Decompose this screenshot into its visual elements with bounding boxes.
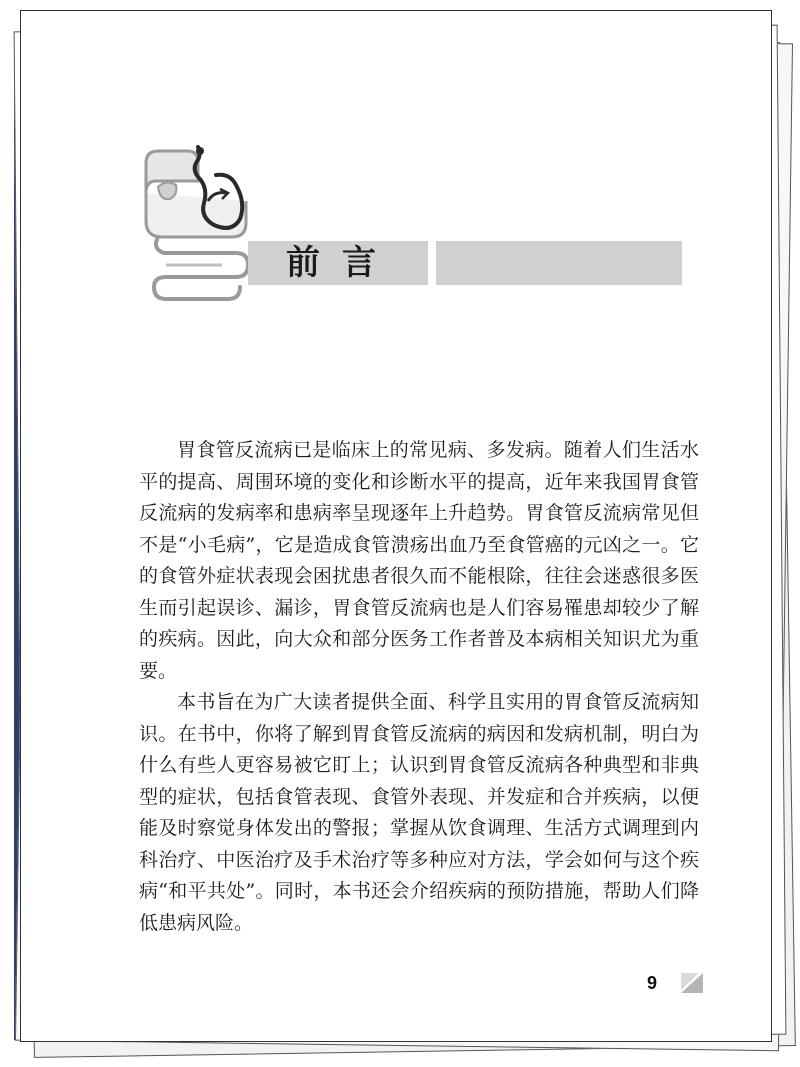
paragraph: 本书旨在为广大读者提供全面、科学且实用的胃食管反流病知识。在书中，你将了解到胃食管反流病的病因和发病机制，明白为什么有些人更容易被它盯上；认识到胃食管反流病各种典型和非典型的症状，包括食管表现、食管外表现、并发症和合并疾病，以便能及时察觉身体发出的警报；掌握从饮食调理、生活方式调理到内科治疗、中医治疗及手术治疗等多种应对方法，学会如何与这个疾病“和平共处”。同时，本书还会介绍疾病的预防措施，帮助人们降低患病风险。 xyxy=(139,691,699,934)
page-corner-mark-icon xyxy=(681,973,703,993)
paragraph: 胃食管反流病已是临床上的常见病、多发病。随着人们生活水平的提高、周围环境的变化和诊断水平的提高，近年来我国胃食管反流病的发病率和患病率呈现逐年上升趋势。胃食管反流病常见但不是“小毛病”，它是造成食管溃疡出血乃至食管癌的元凶之一。它的食管外症状表现会困扰患者很久而不能根除，往往会迷惑很多医生而引起误诊、漏诊，胃食管反流病也是人们容易罹患却较少了解的疾病。因此，向大众和部分医务工作者普及本病相关知识尤为重要。 xyxy=(139,439,699,682)
title-bar-right xyxy=(436,241,682,285)
book-page xyxy=(20,10,772,1042)
preface-body xyxy=(139,435,699,939)
stomach-esophagus-icon xyxy=(136,141,266,311)
page-number: 9 xyxy=(647,973,658,993)
page-title: 前言 xyxy=(286,243,398,283)
chapter-header xyxy=(136,141,696,301)
